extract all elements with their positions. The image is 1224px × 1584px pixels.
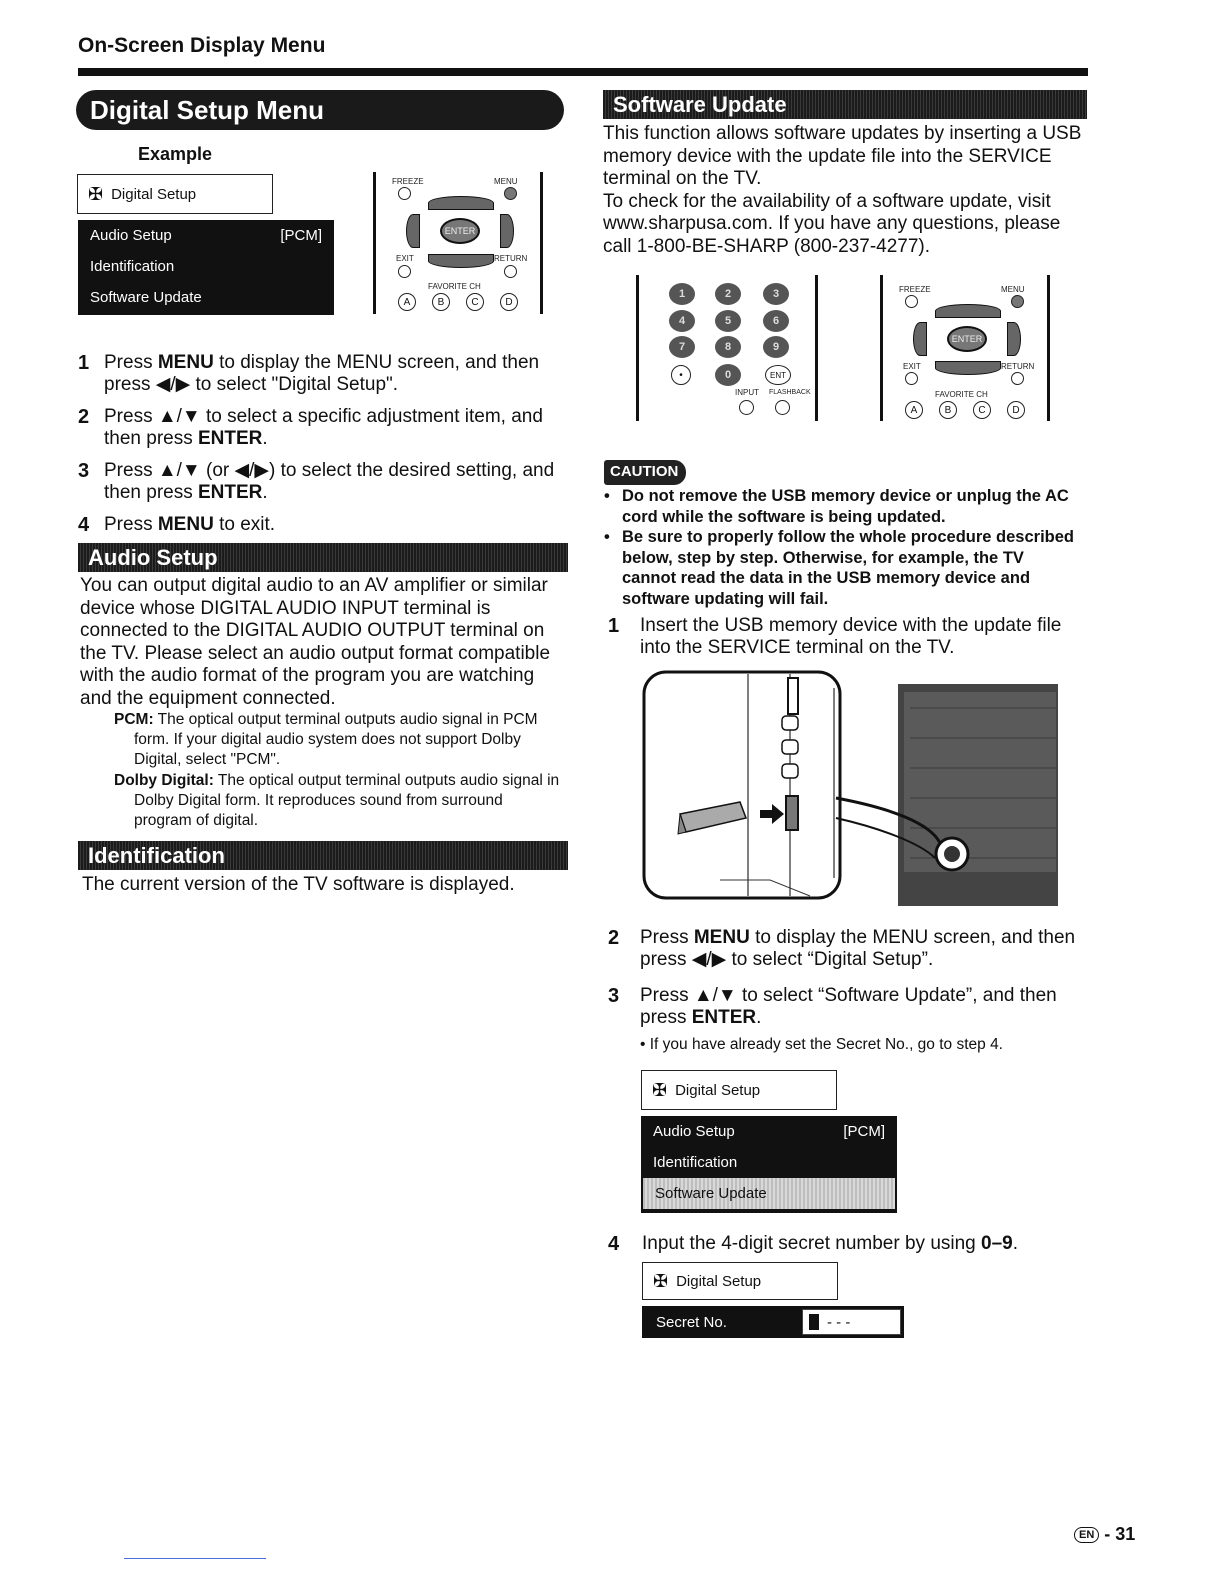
number-button: 9 [763, 336, 789, 358]
footer-rule [124, 1558, 266, 1559]
left-arrow-icon [406, 214, 420, 248]
flashback-button [775, 400, 790, 415]
caution-item: • Do not remove the USB memory device or unplug the AC cord while the software is being updated. [604, 486, 1074, 527]
steps-left [78, 352, 568, 536]
step-4-right: 4 Input the 4-digit secret number by using 0–9. [608, 1233, 1019, 1255]
return-button [1011, 372, 1024, 385]
number-button: 8 [715, 336, 741, 358]
cursor-icon [809, 1314, 819, 1330]
return-button [504, 265, 517, 278]
step-4: 4 Press MENU to exit. [78, 514, 276, 536]
number-button: 6 [763, 310, 789, 332]
menu-item-audio-setup[interactable]: Audio Setup [PCM] [653, 1123, 885, 1140]
a-button: A [398, 293, 416, 311]
enter-button: ENTER [947, 326, 987, 352]
c-button: C [466, 293, 484, 311]
right-arrow-icon [1007, 322, 1021, 356]
pcm-description: PCM: The optical output terminal outputs audio signal in PCM form. If your digital audio system does not support Dolby Digital, select "PCM". Dolby Digital: The optical output terminal outputs audio signal in Dolby Digital form. It reproduces sound from surround program of digital. [114, 710, 564, 831]
menu-item-software-update[interactable]: Software Update [90, 289, 202, 306]
up-arrow-icon [935, 304, 1001, 318]
number-button: 7 [669, 336, 695, 358]
header-rule [78, 68, 1088, 76]
number-button: 4 [669, 310, 695, 332]
secret-label: Secret No. [656, 1313, 727, 1331]
menu-header: ✠ Digital Setup [641, 1070, 837, 1110]
d-button: D [500, 293, 518, 311]
secret-number-row [642, 1306, 904, 1338]
zero-button: 0 [715, 364, 741, 386]
step-3-note: • If you have already set the Secret No., go to step 4. [640, 1036, 1003, 1053]
audio-setup-body: You can output digital audio to an AV amplifier or similar device whose DIGITAL AUDIO INPUT terminal is connected to the DIGITAL AUDIO OUTPUT terminal on the TV. Please select an audio output format compatible with the audio format of the program you are watching and the equipment connected. [80, 575, 551, 709]
steps-right [608, 927, 1088, 1055]
exit-button [398, 265, 411, 278]
number-keypad-diagram: 1 2 3 4 5 6 7 8 9 • 0 ENT INPUT FLASHBACK [636, 275, 818, 421]
audio-setup-title: Audio Setup [78, 543, 568, 572]
step-3: 3 Press ▲/▼ (or ◀/▶) to select the desired setting, and then press ENTER. [78, 460, 555, 503]
freeze-button [905, 295, 918, 308]
step-2: 2 Press ▲/▼ to select a specific adjustment item, and then press ENTER. [78, 406, 543, 449]
secret-input[interactable]: - - - [802, 1309, 901, 1335]
input-button [739, 400, 754, 415]
step-1: 1 Press MENU to display the MENU screen, and then press ◀/▶ to select "Digital Setup". [78, 352, 540, 395]
digital-setup-icon: ✠ [653, 1270, 669, 1291]
section-title: Digital Setup Menu [76, 90, 564, 130]
step-1-right: 1 Insert the USB memory device with the update file into the SERVICE terminal on the TV. [608, 615, 1062, 658]
menu-item-audio-setup[interactable]: Audio Setup [PCM] [90, 227, 322, 244]
remote-diagram-2: FREEZE MENU ENTER EXIT RETURN FAVORITE CH A B C D [880, 275, 1050, 421]
dolby-description: Dolby Digital: The optical output terminal outputs audio signal in Dolby Digital form. It reproduces sound from surround program of digital. [114, 772, 560, 829]
freeze-button [398, 187, 411, 200]
step-3-right: 3 Press ▲/▼ to select “Software Update”, and then press ENTER. [608, 985, 1057, 1028]
number-button: 1 [669, 283, 695, 305]
digital-setup-icon: ✠ [88, 183, 104, 204]
c-button: C [973, 401, 991, 419]
caution-badge: CAUTION [604, 460, 686, 485]
menu-button [504, 187, 517, 200]
usb-insertion-illustration [640, 668, 1060, 908]
b-button: B [432, 293, 450, 311]
enter-button: ENTER [440, 218, 480, 244]
software-update-body: This function allows software updates by inserting a USB memory device with the update file into the SERVICE terminal on the TV. To check for the availability of a software update, visit www.sharpusa.com. If you have any questions, please call 1-800-BE-SHARP (800-237-4277). [603, 123, 1082, 257]
d-button: D [1007, 401, 1025, 419]
menu-item-identification[interactable]: Identification [90, 258, 175, 275]
ent-button: ENT [765, 365, 791, 385]
identification-body: The current version of the TV software is displayed. [82, 874, 515, 895]
menu-header: ✠ Digital Setup [642, 1262, 838, 1300]
menu-item-identification[interactable]: Identification [653, 1154, 738, 1171]
number-button: 5 [715, 310, 741, 332]
language-badge: EN [1074, 1527, 1099, 1543]
software-update-title: Software Update [603, 90, 1087, 119]
caution-item: • Be sure to properly follow the whole procedure described below, step by step. Otherwise, for example, the TV cannot read the data in the USB memory device and software updating will fail. [604, 527, 1074, 609]
caution-list [604, 486, 1074, 609]
exit-button [905, 372, 918, 385]
remote-diagram: FREEZE MENU ENTER EXIT RETURN FAVORITE CH A B C D [373, 172, 543, 314]
page-header: On-Screen Display Menu [78, 34, 326, 57]
step-2-right: 2 Press MENU to display the MENU screen, and then press ◀/▶ to select “Digital Setup”. [608, 927, 1076, 970]
digital-setup-icon: ✠ [652, 1079, 668, 1100]
number-button: 3 [763, 283, 789, 305]
identification-title: Identification [78, 841, 568, 870]
terminal-closeup [644, 672, 840, 898]
example-label: Example [138, 144, 213, 164]
menu-title: Digital Setup [111, 185, 197, 203]
menu-list [78, 220, 334, 315]
menu-header [77, 174, 273, 214]
menu-button [1011, 295, 1024, 308]
service-terminal [786, 796, 798, 830]
left-arrow-icon [913, 322, 927, 356]
number-button: 2 [715, 283, 741, 305]
up-arrow-icon [428, 196, 494, 210]
dot-button: • [671, 365, 691, 385]
b-button: B [939, 401, 957, 419]
menu-item-value: [PCM] [280, 227, 322, 244]
right-arrow-icon [500, 214, 514, 248]
a-button: A [905, 401, 923, 419]
down-arrow-icon [935, 361, 1001, 375]
menu-list-2 [641, 1116, 897, 1213]
down-arrow-icon [428, 254, 494, 268]
menu-item-software-update-selected[interactable]: Software Update [643, 1178, 895, 1209]
page-number: EN - 31 [1074, 1524, 1135, 1545]
